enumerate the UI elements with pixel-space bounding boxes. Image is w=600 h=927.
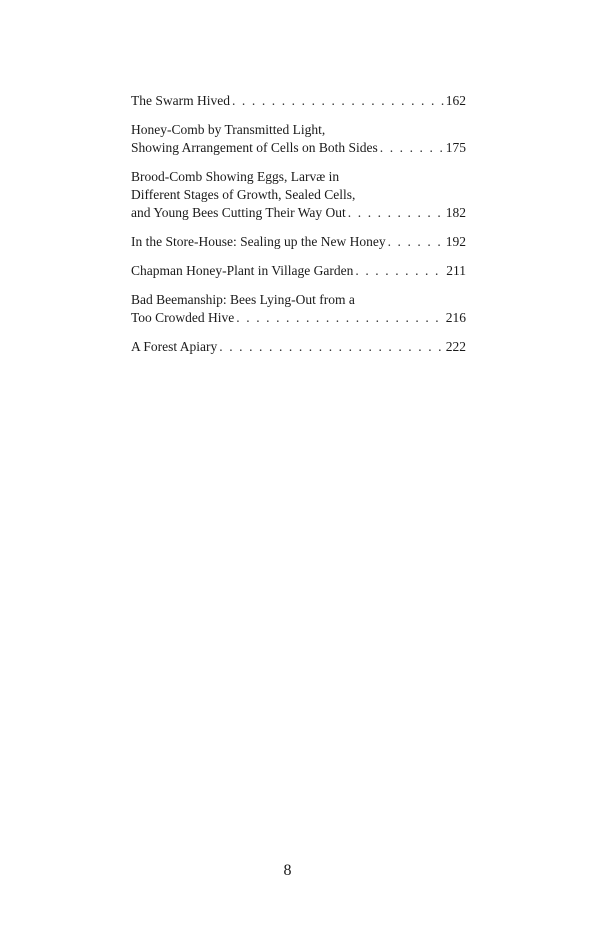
toc-entry — [131, 291, 466, 327]
toc-entry-title-line: Honey-Comb by Transmitted Light, — [131, 122, 326, 137]
page-number: 8 — [283, 862, 292, 879]
toc-entry-title: In the Store-House: Sealing up the New Honey — [131, 234, 386, 249]
toc-entry — [131, 121, 466, 157]
dot-leader — [236, 309, 443, 327]
toc-entry-last-line — [131, 233, 466, 251]
toc-entry — [131, 92, 466, 110]
toc-entry — [131, 262, 466, 280]
toc-entry-title: Too Crowded Hive — [131, 310, 235, 325]
toc-entry-title-line: Different Stages of Growth, Sealed Cells, — [131, 187, 356, 202]
toc-entry-title-line: Bad Beemanship: Bees Lying-Out from a — [131, 292, 355, 307]
dot-leader — [219, 338, 444, 356]
toc-entry-title: The Swarm Hived — [131, 93, 230, 108]
toc-entry-last-line — [131, 92, 466, 110]
toc-entry — [131, 233, 466, 251]
dot-leader — [388, 233, 444, 251]
table-of-contents — [131, 92, 466, 367]
toc-entry-page: 162 — [445, 93, 466, 108]
toc-entry-title: and Young Bees Cutting Their Way Out — [131, 205, 346, 220]
toc-entry-title-line: Brood-Comb Showing Eggs, Larvæ in — [131, 169, 340, 184]
toc-entry-title: Chapman Honey-Plant in Village Garden — [131, 263, 354, 278]
toc-entry-page: 222 — [445, 339, 466, 354]
dot-leader — [348, 204, 444, 222]
dot-leader — [232, 92, 444, 110]
dot-leader — [380, 139, 444, 157]
toc-entry-page: 182 — [445, 205, 466, 220]
dot-leader — [355, 262, 444, 280]
toc-entry-page: 211 — [446, 263, 466, 278]
toc-entry-page: 216 — [445, 310, 466, 325]
toc-entry — [131, 168, 466, 222]
toc-entry-last-line — [131, 139, 466, 157]
toc-entry-last-line — [131, 338, 466, 356]
toc-entry-last-line — [131, 204, 466, 222]
toc-entry-page: 175 — [445, 140, 466, 155]
toc-entry-last-line — [131, 262, 466, 280]
toc-entry-last-line — [131, 309, 466, 327]
toc-entry-title: A Forest Apiary — [131, 339, 218, 354]
toc-entry — [131, 338, 466, 356]
toc-entry-page: 192 — [445, 234, 466, 249]
toc-entry-title: Showing Arrangement of Cells on Both Sides — [131, 140, 378, 155]
